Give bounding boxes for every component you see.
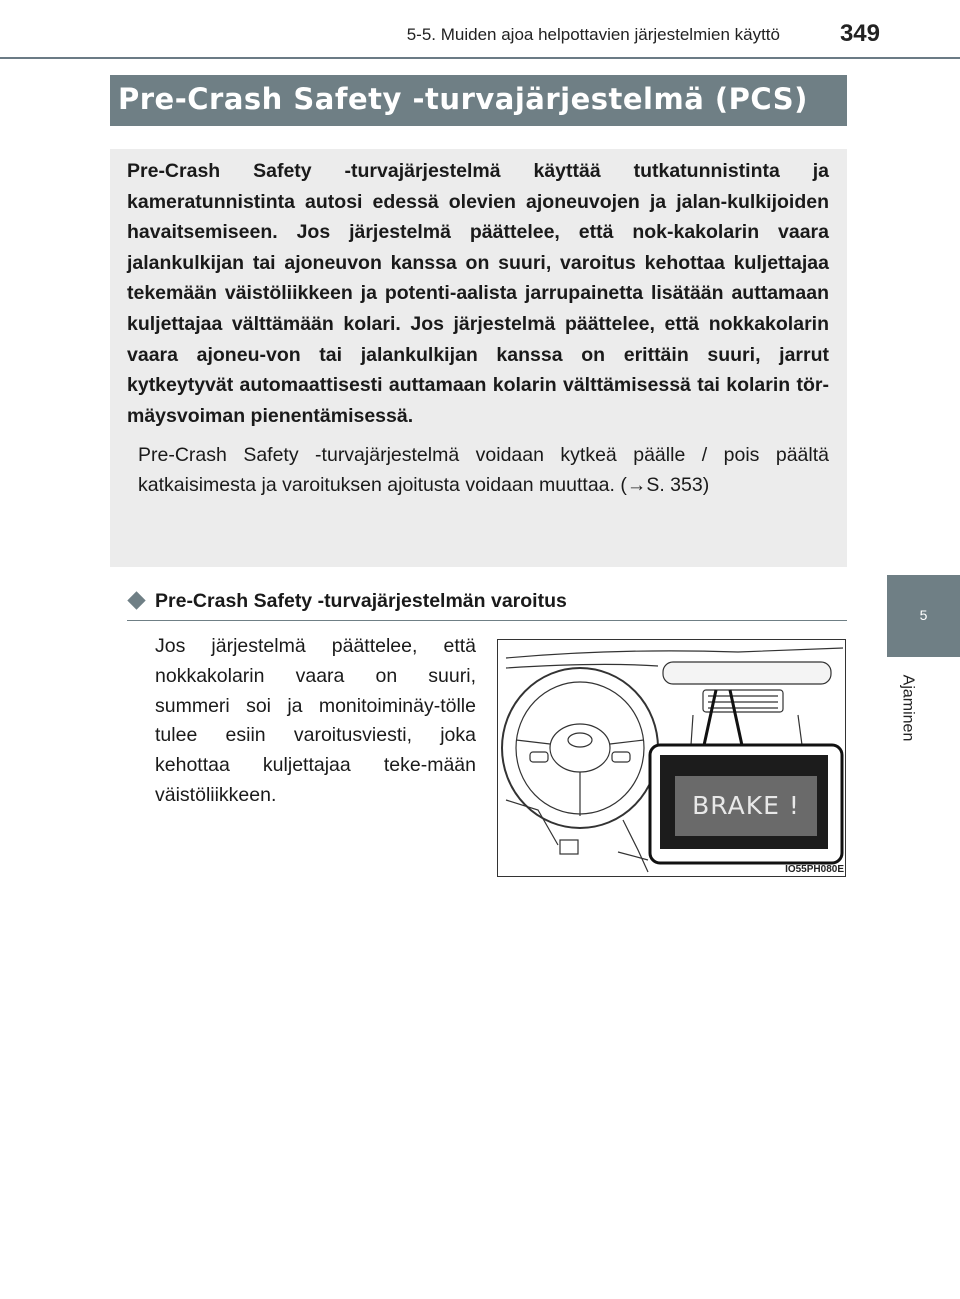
brake-warning-message: BRAKE ! bbox=[692, 790, 800, 820]
page-title: Pre-Crash Safety -turvajärjestelmä (PCS) bbox=[110, 75, 847, 126]
chapter-label bbox=[887, 663, 927, 753]
dashboard-illustration bbox=[497, 639, 846, 877]
intro-normal-text: Pre-Crash Safety -turvajärjestelmä voidaan kytkeä päälle / pois päältä katkaisimesta ja varoituksen ajoitusta voidaan muuttaa. (→S. 353) bbox=[138, 444, 829, 496]
page-number: 349 bbox=[839, 20, 880, 47]
header-divider bbox=[0, 57, 960, 59]
intro-box bbox=[110, 149, 847, 567]
dashboard-drawing bbox=[498, 640, 846, 877]
diamond-icon bbox=[127, 591, 145, 609]
chapter-tab: 5 bbox=[887, 575, 960, 657]
section-heading bbox=[127, 588, 847, 621]
page-header-title: 5-5. Muiden ajoa helpottavien järjestelmien käyttö bbox=[406, 25, 780, 44]
figure-code: IO55PH080E bbox=[785, 864, 844, 875]
section-body-text: Jos järjestelmä päättelee, että nokkakolarin vaara on suuri, summeri soi ja monitoiminäy-tölle tulee esiin varoitusviesti, joka kehottaa kuljettajaa teke-mään väistöliikkeen. bbox=[155, 635, 476, 806]
intro-bold-text: Pre-Crash Safety -turvajärjestelmä käyttää tutkatunnistinta ja kameratunnistinta autosi edessä olevien ajoneuvojen ja jalan-kulkijoiden havaitsemiseen. Jos järjestelmä päättelee, että nok-kakolarin vaara jalankulkijan tai ajoneuvon kanssa on suuri, varoitus kehottaa kuljettajaa tekemään väistöliikkeen ja potenti-aalista jarrupainetta lisätään auttamaan kuljettajaa välttämään kolari. Jos järjestelmä päättelee, että nokkakolarin vaara ajoneu-von tai jalankulkijan kanssa on erittäin suuri, jarrut kytkeytyvät automaattisesti auttamaan kolarin välttämisessä tai kolarin tör-mäysvoiman pienentämisessä. bbox=[127, 160, 829, 427]
section-title: Pre-Crash Safety -turvajärjestelmän varoitus bbox=[155, 590, 567, 612]
chapter-label-text: Ajaminen bbox=[899, 674, 917, 742]
